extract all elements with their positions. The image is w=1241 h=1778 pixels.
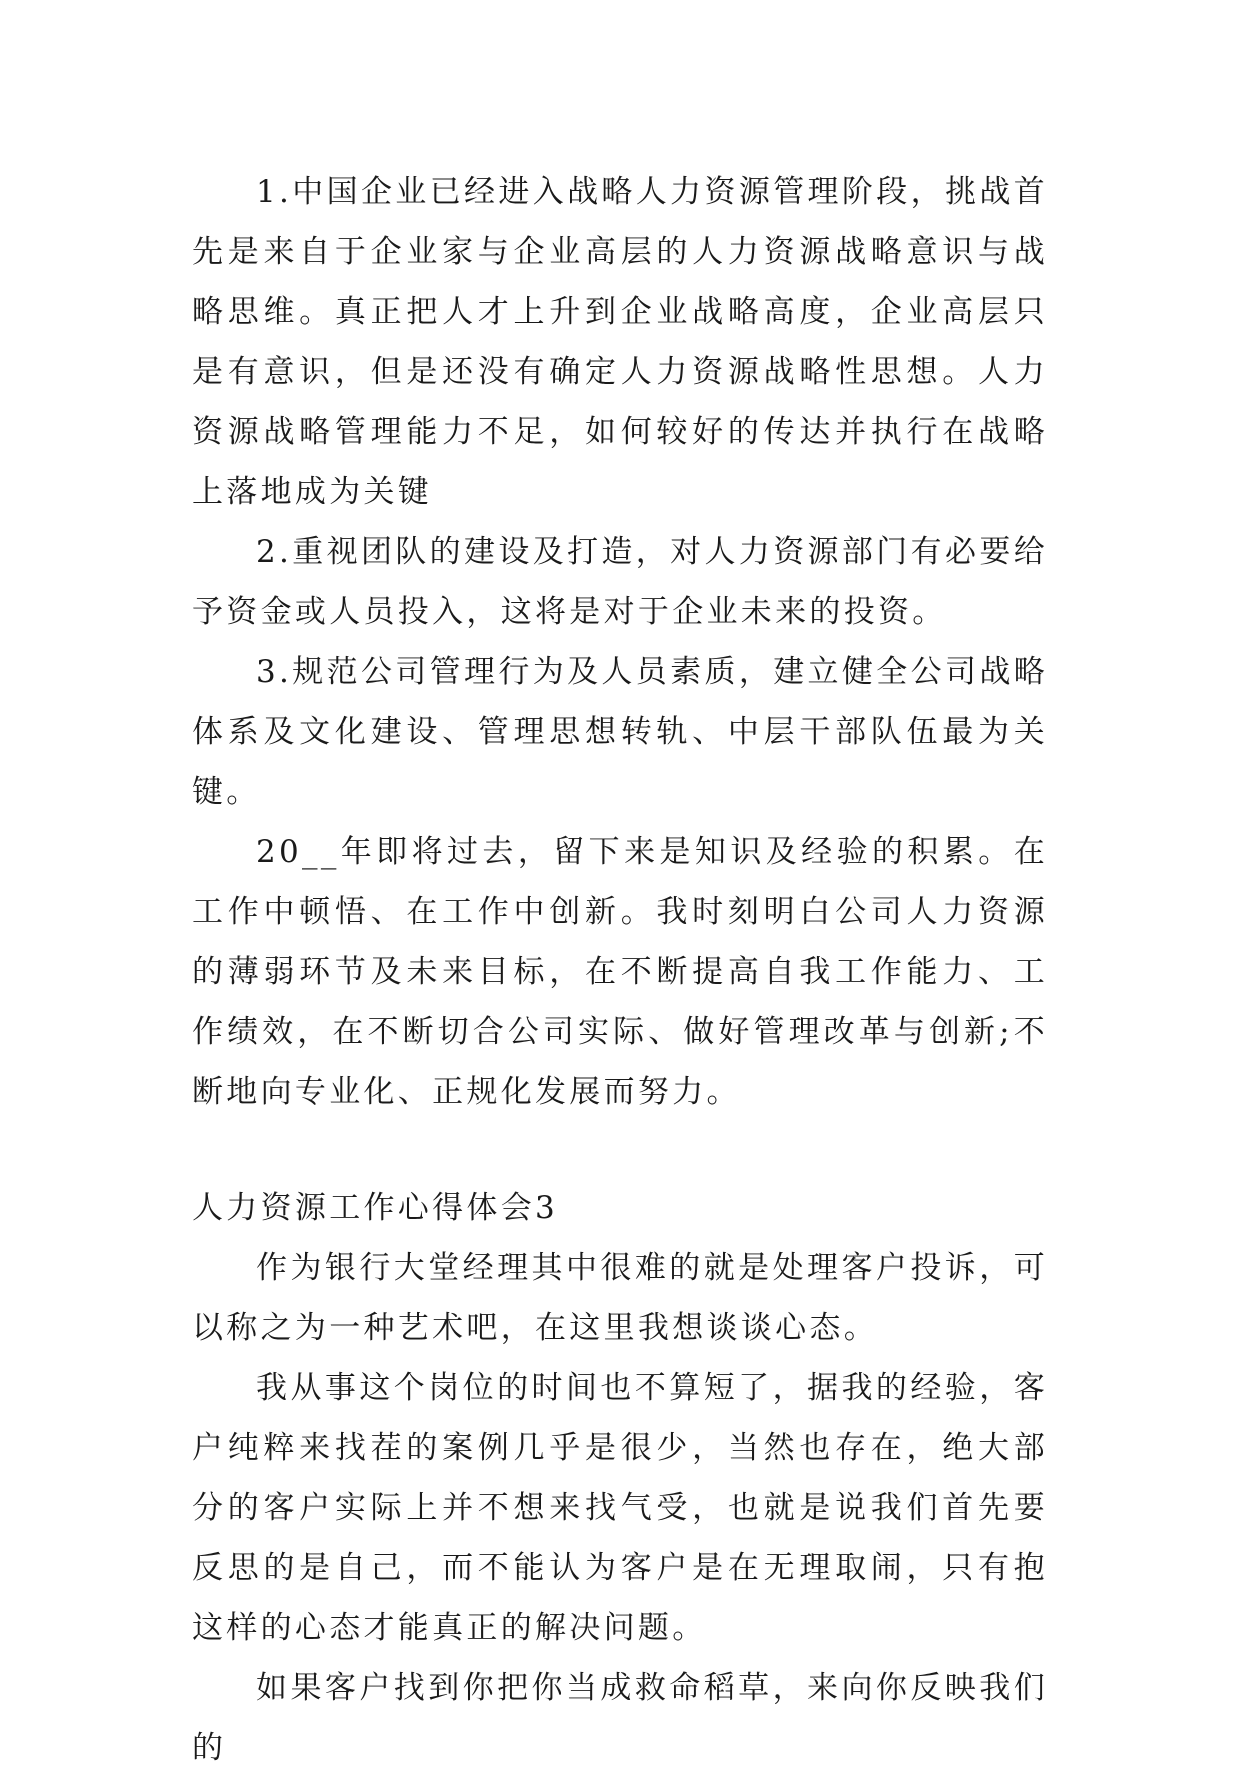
paragraph-strategy: 1.中国企业已经进入战略人力资源管理阶段，挑战首先是来自于企业家与企业高层的人力资源战略意识与战略思维。真正把人才上升到企业战略高度，企业高层只是有意识，但是还没有确定人力资源战略性思想。人力资源战略管理能力不足，如何较好的传达并执行在战略上落地成为关键 <box>192 174 1048 510</box>
paragraph-lobby-manager: 作为银行大堂经理其中很难的就是处理客户投诉，可以称之为一种艺术吧，在这里我想谈谈心态。 <box>192 1250 1048 1346</box>
paragraph-team: 2.重视团队的建设及打造，对人力资源部门有必要给予资金或人员投入，这将是对于企业未来的投资。 <box>192 534 1048 630</box>
paragraph-experience: 我从事这个岗位的时间也不算短了，据我的经验，客户纯粹来找茬的案例几乎是很少，当然也存在，绝大部分的客户实际上并不想来找气受，也就是说我们首先要反思的是自己，而不能认为客户是在无理取闹，只有抱这样的心态才能真正的解决问题。 <box>192 1370 1048 1646</box>
paragraph-year-summary: 20__年即将过去，留下来是知识及经验的积累。在工作中顿悟、在工作中创新。我时刻明白公司人力资源的薄弱环节及未来目标，在不断提高自我工作能力、工作绩效，在不断切合公司实际、做好管理改革与创新;不断地向专业化、正规化发展而努力。 <box>192 834 1048 1110</box>
section-heading: 人力资源工作心得体会3 <box>192 1190 559 1226</box>
document-page <box>192 162 1048 1778</box>
paragraph-customer-complaint: 如果客户找到你把你当成救命稻草，来向你反映我们的 <box>192 1670 1048 1766</box>
paragraph-standards: 3.规范公司管理行为及人员素质，建立健全公司战略体系及文化建设、管理思想转轨、中层干部队伍最为关键。 <box>192 654 1048 810</box>
